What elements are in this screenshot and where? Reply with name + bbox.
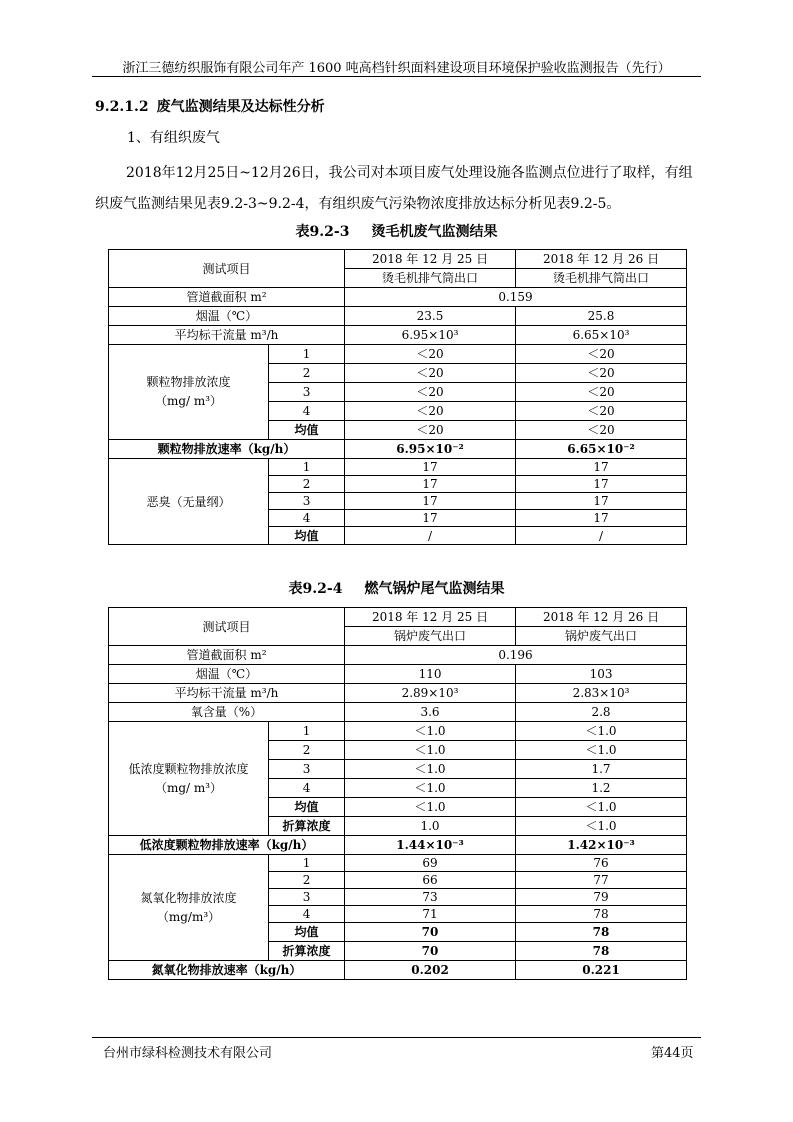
table2-nox-value: 66 bbox=[345, 872, 516, 889]
table1-pm-rate-value: 6.65×10⁻² bbox=[516, 440, 687, 459]
table2-pm-rate-value: 1.42×10⁻³ bbox=[516, 836, 687, 855]
table1-temp-value: 25.8 bbox=[516, 307, 687, 326]
table1-pm-label bbox=[109, 345, 269, 440]
table1-pm-sample-num: 1 bbox=[269, 345, 345, 364]
table2-nox-value: 73 bbox=[345, 889, 516, 906]
table1-odor-value: 17 bbox=[345, 476, 516, 493]
table1-odor-value: 17 bbox=[516, 493, 687, 510]
table2-nox-sample-num: 3 bbox=[269, 889, 345, 906]
table1-header-outlet2: 烫毛机排气筒出口 bbox=[516, 269, 687, 288]
table1-odor-sample-num: 3 bbox=[269, 493, 345, 510]
table1-header-date2: 2018 年 12 月 26 日 bbox=[516, 250, 687, 269]
table2-pm-rate-label: 低浓度颗粒物排放速率（kg/h） bbox=[109, 836, 345, 855]
table2-nox-rate-value: 0.221 bbox=[516, 961, 687, 980]
table1-pm-value: ＜20 bbox=[516, 383, 687, 402]
table2-pm-converted-label: 折算浓度 bbox=[269, 817, 345, 836]
table1-odor-sample-num: 4 bbox=[269, 510, 345, 527]
table1-pm-rate-label: 颗粒物排放速率（kg/h） bbox=[109, 440, 345, 459]
section-heading bbox=[95, 96, 325, 116]
table1-odor-average-value: / bbox=[516, 527, 687, 545]
table1-odor-average-value: / bbox=[345, 527, 516, 545]
table2-nox-name: 氮氧化物排放浓度 bbox=[140, 890, 237, 905]
footer-company: 台州市绿科检测技术有限公司 bbox=[103, 1046, 273, 1061]
table2-pm-converted-value: 1.0 bbox=[345, 817, 516, 836]
table2-pm-sample-num: 4 bbox=[269, 779, 345, 798]
table1-flow-value: 6.65×10³ bbox=[516, 326, 687, 345]
table2-header-date1: 2018 年 12 月 25 日 bbox=[345, 608, 516, 627]
table1-pm-rate-value: 6.95×10⁻² bbox=[345, 440, 516, 459]
table1-odor-average-label: 均值 bbox=[269, 527, 345, 545]
table1-flow-label: 平均标干流量 m³/h bbox=[109, 326, 345, 345]
table1-pm-average-value: ＜20 bbox=[345, 421, 516, 440]
table2-nox-sample-num: 2 bbox=[269, 872, 345, 889]
table2-pm-rate-value: 1.44×10⁻³ bbox=[345, 836, 516, 855]
table2-nox-value: 77 bbox=[516, 872, 687, 889]
table2-nox-average-value: 78 bbox=[516, 923, 687, 942]
table1-header-test-item: 测试项目 bbox=[109, 250, 345, 288]
table2-pm-name: 低浓度颗粒物排放浓度 bbox=[128, 761, 249, 776]
table2-pm-value: ＜1.0 bbox=[345, 741, 516, 760]
table1-pm-value: ＜20 bbox=[345, 345, 516, 364]
table2-caption bbox=[0, 578, 793, 598]
table2-pm-value: 1.2 bbox=[516, 779, 687, 798]
table2-nox-value: 76 bbox=[516, 855, 687, 872]
table2-nox-unit: （mg/m³） bbox=[156, 909, 221, 924]
table1-pm-sample-num: 4 bbox=[269, 402, 345, 421]
table1-area-label: 管道截面积 m² bbox=[109, 288, 345, 307]
subsection-heading: 1、有组织废气 bbox=[127, 130, 220, 146]
table1-caption bbox=[0, 221, 793, 241]
table2-pm-sample-num: 3 bbox=[269, 760, 345, 779]
table1-temp-value: 23.5 bbox=[345, 307, 516, 326]
table2-pm-average-value: ＜1.0 bbox=[516, 798, 687, 817]
table2-nox-sample-num: 4 bbox=[269, 906, 345, 923]
table2-nox-converted-value: 78 bbox=[516, 942, 687, 961]
page-header: 浙江三德纺织服饰有限公司年产 1600 吨高档针织面料建设项目环境保护验收监测报告（先行） bbox=[122, 61, 671, 76]
table2-area-value: 0.196 bbox=[345, 646, 687, 665]
table1-odor-sample-num: 2 bbox=[269, 476, 345, 493]
table2-pm-average-label: 均值 bbox=[269, 798, 345, 817]
table2-temp-label: 烟温（℃） bbox=[109, 665, 345, 684]
table1-pm-sample-num: 3 bbox=[269, 383, 345, 402]
table2-nox-average-value: 70 bbox=[345, 923, 516, 942]
table1-temp-label: 烟温（℃） bbox=[109, 307, 345, 326]
table2-pm-converted-value: ＜1.0 bbox=[516, 817, 687, 836]
table2-caption-title: 燃气锅炉尾气监测结果 bbox=[364, 581, 505, 597]
table2-o2-value: 2.8 bbox=[516, 703, 687, 722]
table1-waste-gas bbox=[108, 249, 687, 545]
table1-pm-average-value: ＜20 bbox=[516, 421, 687, 440]
table2-caption-number: 表9.2-4 bbox=[288, 581, 343, 597]
table1-pm-sample-num: 2 bbox=[269, 364, 345, 383]
table1-pm-value: ＜20 bbox=[345, 364, 516, 383]
table2-flow-value: 2.83×10³ bbox=[516, 684, 687, 703]
footer-page-number: 第44页 bbox=[651, 1046, 694, 1061]
table1-pm-unit: （mg/ m³） bbox=[154, 394, 223, 408]
table2-pm-sample-num: 1 bbox=[269, 722, 345, 741]
table1-caption-title: 烫毛机废气监测结果 bbox=[371, 224, 498, 240]
table1-pm-name: 颗粒物排放浓度 bbox=[146, 375, 231, 389]
body-paragraph: 2018年12月25日~12月26日，我公司对本项目废气处理设施各监测点位进行了取样，有组织废气监测结果见表9.2-3~9.2-4，有组织废气污染物浓度排放达标分析见表9.2-5。 bbox=[95, 165, 693, 212]
table2-o2-label: 氧含量（%） bbox=[109, 703, 345, 722]
table2-flow-label: 平均标干流量 m³/h bbox=[109, 684, 345, 703]
table2-temp-value: 103 bbox=[516, 665, 687, 684]
section-title: 废气监测结果及达标性分析 bbox=[156, 99, 325, 115]
table1-pm-value: ＜20 bbox=[516, 402, 687, 421]
table1-odor-value: 17 bbox=[516, 476, 687, 493]
table1-caption-number: 表9.2-3 bbox=[295, 224, 350, 240]
table2-area-label: 管道截面积 m² bbox=[109, 646, 345, 665]
table1-pm-average-label: 均值 bbox=[269, 421, 345, 440]
table2-temp-value: 110 bbox=[345, 665, 516, 684]
section-number: 9.2.1.2 bbox=[95, 99, 149, 115]
footer-divider bbox=[92, 1037, 701, 1038]
table2-pm-value: 1.7 bbox=[516, 760, 687, 779]
table1-pm-value: ＜20 bbox=[345, 383, 516, 402]
table1-pm-value: ＜20 bbox=[345, 402, 516, 421]
table1-odor-value: 17 bbox=[516, 459, 687, 476]
table2-pm-unit: （mg/ m³） bbox=[154, 780, 223, 795]
table2-flow-value: 2.89×10³ bbox=[345, 684, 516, 703]
header-divider bbox=[92, 76, 701, 77]
table2-header-outlet2: 锅炉废气出口 bbox=[516, 627, 687, 646]
table2-pm-value: ＜1.0 bbox=[516, 741, 687, 760]
table2-pm-label bbox=[109, 722, 269, 836]
table2-pm-value: ＜1.0 bbox=[345, 779, 516, 798]
table2-pm-average-value: ＜1.0 bbox=[345, 798, 516, 817]
table2-header-outlet1: 锅炉废气出口 bbox=[345, 627, 516, 646]
table1-odor-value: 17 bbox=[516, 510, 687, 527]
table1-header-outlet1: 烫毛机排气筒出口 bbox=[345, 269, 516, 288]
table1-odor-value: 17 bbox=[345, 459, 516, 476]
table1-header-date1: 2018 年 12 月 25 日 bbox=[345, 250, 516, 269]
table2-nox-converted-value: 70 bbox=[345, 942, 516, 961]
table2-o2-value: 3.6 bbox=[345, 703, 516, 722]
table2-nox-converted-label: 折算浓度 bbox=[269, 942, 345, 961]
table2-pm-value: ＜1.0 bbox=[345, 760, 516, 779]
table1-pm-value: ＜20 bbox=[516, 345, 687, 364]
table2-nox-rate-value: 0.202 bbox=[345, 961, 516, 980]
table2-nox-value: 71 bbox=[345, 906, 516, 923]
table1-odor-sample-num: 1 bbox=[269, 459, 345, 476]
table2-header-date2: 2018 年 12 月 26 日 bbox=[516, 608, 687, 627]
table2-nox-label bbox=[109, 855, 269, 961]
table1-pm-value: ＜20 bbox=[516, 364, 687, 383]
table2-nox-rate-label: 氮氧化物排放速率（kg/h） bbox=[109, 961, 345, 980]
table1-area-value: 0.159 bbox=[345, 288, 687, 307]
table1-odor-value: 17 bbox=[345, 493, 516, 510]
table2-nox-value: 69 bbox=[345, 855, 516, 872]
table2-header-test-item: 测试项目 bbox=[109, 608, 345, 646]
table2-nox-value: 79 bbox=[516, 889, 687, 906]
table1-odor-value: 17 bbox=[345, 510, 516, 527]
table1-odor-label: 恶臭（无量纲） bbox=[109, 459, 269, 545]
table1-flow-value: 6.95×10³ bbox=[345, 326, 516, 345]
table2-nox-average-label: 均值 bbox=[269, 923, 345, 942]
table2-nox-value: 78 bbox=[516, 906, 687, 923]
table2-pm-value: ＜1.0 bbox=[345, 722, 516, 741]
table2-pm-sample-num: 2 bbox=[269, 741, 345, 760]
table2-nox-sample-num: 1 bbox=[269, 855, 345, 872]
table2-pm-value: ＜1.0 bbox=[516, 722, 687, 741]
table2-boiler-gas bbox=[108, 607, 687, 980]
